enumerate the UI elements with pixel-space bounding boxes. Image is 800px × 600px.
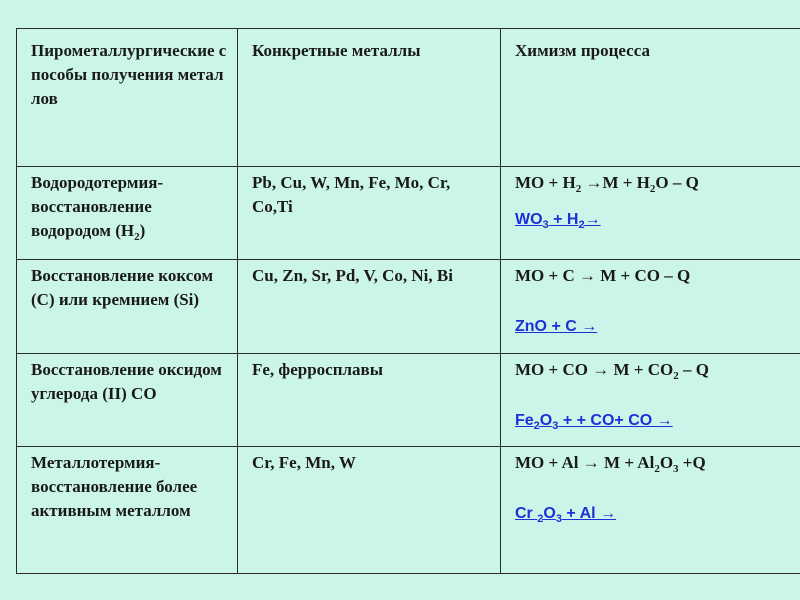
eq-sub: 2	[649, 183, 656, 195]
link-sub: 2	[537, 513, 544, 525]
reaction-link[interactable]	[515, 409, 800, 433]
table-row	[17, 167, 800, 260]
link-part: WO	[515, 211, 543, 228]
link-part: →	[584, 211, 601, 228]
method-cell: Восстановление коксом (C) или кремнием (Si)	[17, 260, 238, 354]
reaction-equation	[515, 358, 800, 382]
eq-part: O – Q	[655, 173, 699, 192]
eq-sub: 2	[673, 370, 679, 382]
reaction-equation: MO + C → M + CO – Q	[515, 266, 691, 285]
method-cell	[17, 167, 238, 260]
eq-sub: 2	[575, 183, 582, 195]
link-part: + Al →	[561, 505, 617, 522]
link-part: Fe	[515, 412, 534, 429]
table-row	[17, 447, 800, 574]
link-sub: 3	[555, 513, 562, 525]
eq-part: →M + H	[581, 173, 650, 192]
link-part: Cr	[515, 505, 538, 522]
method-cell: Восстановление оксидом углерода (II) CO	[17, 354, 238, 447]
reaction-equation	[515, 451, 800, 475]
link-part: + H	[548, 211, 579, 228]
header-metals: Конкретные металлы	[238, 29, 501, 167]
chemistry-cell	[501, 447, 800, 574]
eq-part: – Q	[678, 360, 709, 379]
header-methods-text: Пирометаллургические способы получения металлов	[31, 41, 227, 108]
eq-sub: 2	[654, 463, 660, 475]
metals-cell: Fe, ферросплавы	[238, 354, 501, 447]
table-row	[17, 354, 800, 447]
link-part: O	[539, 412, 553, 429]
method-text: Водородотермия-восстановление водородом (H	[31, 173, 164, 240]
link-sub: 2	[533, 420, 540, 432]
chemistry-cell	[501, 354, 800, 447]
header-chemistry: Химизм процесса	[501, 29, 800, 167]
chemistry-cell	[501, 167, 800, 260]
method-tail: )	[139, 221, 146, 240]
metals-cell: Cr, Fe, Mn, W	[238, 447, 501, 574]
eq-sub: 3	[673, 463, 679, 475]
link-sub: 2	[578, 219, 585, 231]
method-cell: Металлотермия-восстановление более активным металлом	[17, 447, 238, 574]
method-sub: 2	[134, 231, 140, 243]
metals-cell: Pb, Cu, W, Mn, Fe, Mo, Cr, Co,Ti	[238, 167, 501, 260]
reaction-link[interactable]	[515, 208, 800, 232]
link-sub: 3	[552, 420, 559, 432]
link-part: + + CO+ CO →	[558, 412, 673, 429]
eq-part: MO + CO → M + CO	[515, 360, 674, 379]
eq-part: +Q	[678, 453, 706, 472]
metals-cell: Cu, Zn, Sr, Pd, V, Co, Ni, Bi	[238, 260, 501, 354]
reaction-equation	[515, 171, 800, 195]
methods-table	[16, 28, 800, 574]
eq-part: MO + H	[515, 173, 576, 192]
chemistry-cell	[501, 260, 800, 354]
reaction-link[interactable]: ZnO + C →	[515, 318, 598, 335]
reaction-link[interactable]	[515, 502, 800, 526]
eq-part: MO + Al → M + Al	[515, 453, 655, 472]
link-part: O	[543, 505, 556, 522]
header-row	[17, 29, 800, 167]
link-sub: 3	[542, 219, 549, 231]
header-methods	[17, 29, 238, 167]
table-row	[17, 260, 800, 354]
eq-part: O	[659, 453, 674, 472]
